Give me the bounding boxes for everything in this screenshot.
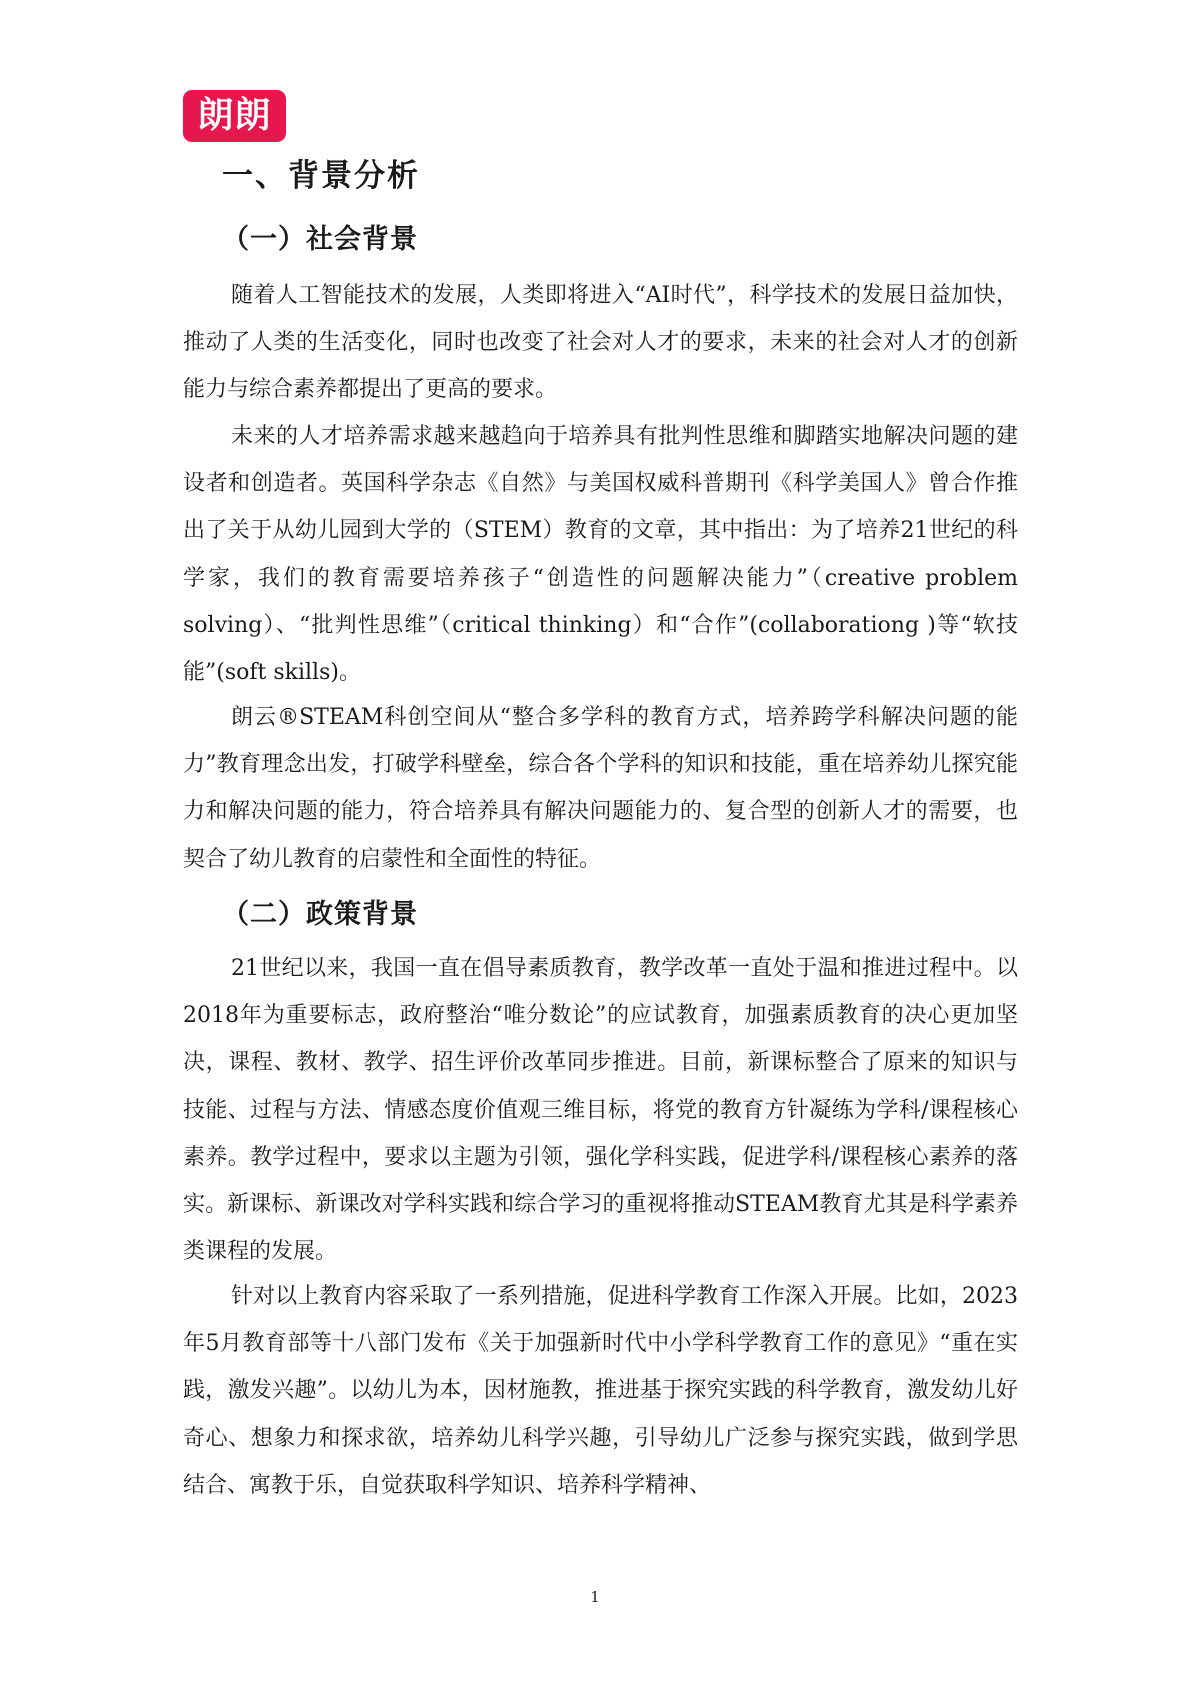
paragraph-social-3: 朗云®STEAM科创空间从“整合多学科的教育方式，培养跨学科解决问题的能力”教育理念出发，打破学科壁垒，综合各个学科的知识和技能，重在培养幼儿探究能力和解决问题的能力，符合培养具有解决问题能力的、复合型的创新人才的需要，也契合了幼儿教育的启蒙性和全面性的特征。 <box>183 705 1018 872</box>
subsection-title-social-background: （一）社会背景 <box>222 224 418 255</box>
page-number: 1 <box>590 1588 600 1606</box>
brand-logo: 朗朗 <box>183 90 286 142</box>
subsection-title-policy-background: （二）政策背景 <box>222 899 418 930</box>
paragraph-policy-1: 21世纪以来，我国一直在倡导素质教育，教学改革一直处于温和推进过程中。以2018年为重要标志，政府整治“唯分数论”的应试教育，加强素质教育的决心更加坚决，课程、教材、教学、招生评价改革同步推进。目前，新课标整合了原来的知识与技能、过程与方法、情感态度价值观三维目标，将党的教育方针凝练为学科/课程核心素养。教学过程中，要求以主题为引领，强化学科实践，促进学科/课程核心素养的落实。新课标、新课改对学科实践和综合学习的重视将推动STEAM教育尤其是科学素养类课程的发展。 <box>183 956 1018 1265</box>
paragraph-social-2: 未来的人才培养需求越来越趋向于培养具有批判性思维和脚踏实地解决问题的建设者和创造者。英国科学杂志《自然》与美国权威科普期刊《科学美国人》曾合作推出了关于从幼儿园到大学的（STEM）教育的文章，其中指出：为了培养21世纪的科学家，我们的教育需要培养孩子“创造性的问题解决能力”（creative problem solving）、“批判性思维”（critical thinking）和“合作”(collaborationg )等“软技能”(soft skills)。 <box>183 424 1018 686</box>
section-title-background-analysis: 一、背景分析 <box>222 158 420 194</box>
paragraph-social-1: 随着人工智能技术的发展，人类即将进入“AI时代”，科学技术的发展日益加快，推动了人类的生活变化，同时也改变了社会对人才的要求，未来的社会对人才的创新能力与综合素养都提出了更高的要求。 <box>183 283 1018 403</box>
paragraph-policy-2: 针对以上教育内容采取了一系列措施，促进科学教育工作深入开展。比如，2023年5月教育部等十八部门发布《关于加强新时代中小学科学教育工作的意见》“重在实践，激发兴趣”。以幼儿为本，因材施教，推进基于探究实践的科学教育，激发幼儿好奇心、想象力和探求欲，培养幼儿科学兴趣，引导幼儿广泛参与探究实践，做到学思结合、寓教于乐，自觉获取科学知识、培养科学精神、 <box>183 1284 1018 1498</box>
